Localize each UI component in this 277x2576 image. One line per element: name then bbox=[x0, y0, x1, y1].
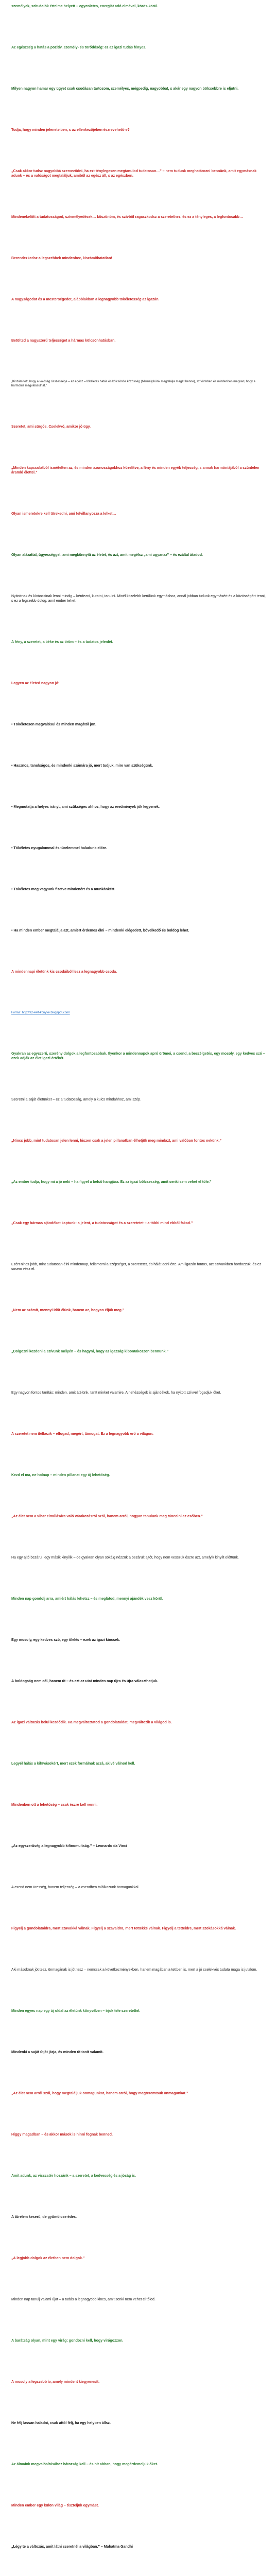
paragraph: „Csak akkor tudsz nagyobbá szerveződni, ha ezt ténylegesen megtanulod tudatosan…” – nem tudunk meghatározni bennünk, amit egymásnak adunk – és a valóságot megtaláljuk, amiből az egész áll, s az egészben. bbox=[11, 170, 257, 178]
paragraph: Figyelj a gondolataidra, mert szavakká válnak. Figyelj a szavaidra, mert tettekké válnak. Figyelj a tetteidre, mert szokásokká válnak. bbox=[11, 1927, 236, 1930]
paragraph: A mosoly a legszebb ív, amely mindent kiegyenesít. bbox=[11, 2380, 100, 2384]
paragraph: Mindenben ott a lehetőség – csak észre kell venni. bbox=[11, 1803, 98, 1807]
paragraph: Betöltsd a nagyszerű teljességet a hármas kölcsönhatásban. bbox=[11, 339, 116, 343]
paragraph: Egy mosoly, egy kedves szó, egy ölelés – ezek az igazi kincsek. bbox=[11, 1638, 120, 1642]
paragraph: Kezd el ma, ne holnap – minden pillanat egy új lehetőség. bbox=[11, 1473, 110, 1477]
paragraph: Egy nagyon fontos tanítás: minden, amit átélünk, tanít minket valamire. A nehézségek is ajándékok, ha nyitott szívvel fogadjuk őket. bbox=[11, 1391, 221, 1395]
paragraph: • Ha minden ember megtalálja azt, amiért érdemes élni – mindenki elégedett, bővelkedő és boldog lehet. bbox=[11, 929, 189, 933]
paragraph: Nyitottnak és kíváncsinak lenni mindig – kérdezni, kutatni, tanulni. Minél közelebb kerülünk egymáshoz, annál jobban tudunk egymásért és a közösségért tenni, s ez a legszebb dolog, amit ember tehet. bbox=[11, 595, 266, 603]
paragraph: • Megmutatja a helyes irányt, ami szükséges ahhoz, hogy az eredmények jók legyenek. bbox=[11, 805, 160, 809]
paragraph: „Nincs jobb, mint tudatosan jelen lenni, hiszen csak a jelen pillanatban élhetjük meg mindazt, ami valóban fontos nekünk.” bbox=[11, 1139, 222, 1143]
paragraph: „Kiszámított, hogy a valóság összessége – az egész – tökéletes hatás és kölcsönös közösség (bármelyikünk megtalálja magát benne), szívünkben és mindenben megvan; hogy a harmónia megvalósulhat.” bbox=[11, 380, 255, 387]
paragraph: Minden nap tanulj valami újat – a tudás a legnagyobb kincs, amit senki nem vehet el tőled. bbox=[11, 2298, 155, 2301]
paragraph: Ezért nincs jobb, mint tudatosan élni mindennap, felismerni a szépséget, a szeretetet, és hálát adni érte. Ami igazán fontos, azt szívünkben hordozzuk, és ez sosem vész el. bbox=[11, 1263, 262, 1271]
paragraph: Ne félj lassan haladni, csak attól félj, ha egy helyben állsz. bbox=[11, 2421, 111, 2425]
paragraph: A mindennapi életünk kis csodáiból lesz a legnagyobb csoda. bbox=[11, 970, 117, 974]
paragraph: Milyen nagyon hamar egy ügyet csak csodásan tartozom, személyes, mégpedig, nagyobbat, s akár egy nagyon bölcsebbre is eljutni. bbox=[11, 87, 239, 91]
paragraph: „Az ember tudja, hogy mi a jó neki – ha figyel a belső hangjára. Ez az igazi bölcsesség, amit senki sem vehet el tőle.” bbox=[11, 1180, 212, 1184]
paragraph: Olyan ismeretekre kell törekedni, ami felvillanyozza a lelket… bbox=[11, 512, 116, 516]
paragraph: Minden nap gondolj arra, amiért hálás lehetsz – és meglátod, mennyi ajándék vesz körül. bbox=[11, 1597, 163, 1601]
paragraph: A szeretet nem ítélkezik – elfogad, megért, támogat. Ez a legnagyobb erő a világon. bbox=[11, 1432, 153, 1436]
paragraph: „Légy te a változás, amit látni szeretnél a világban.” – Mahatma Gandhi bbox=[11, 2545, 133, 2549]
paragraph: Ha egy ajtó bezárul, egy másik kinyílik – de gyakran olyan sokáig nézzük a bezárult ajtót, hogy nem vesszük észre azt, amelyik kinyílt előttünk. bbox=[11, 1556, 239, 1560]
paragraph: Az álmaink megvalósításához bátorság kell – és hit abban, hogy megérdemeljük őket. bbox=[11, 2463, 158, 2466]
paragraph: „Dolgozni kezdeni a szívünk mélyén – és hagyni, hogy az igazság kibontakozzon bennünk.” bbox=[11, 1350, 168, 1353]
source-link[interactable]: Forrás: http://az-elet-konyve.blogspot.com/ bbox=[11, 1011, 70, 1014]
paragraph: • Tökéletes nyugalommal és türelemmel haladunk előre. bbox=[11, 846, 108, 850]
paragraph: Szeretni a saját életünket – ez a tudatosság, amely a kulcs mindahhoz, ami szép. bbox=[11, 1098, 142, 1101]
paragraph: • Tökéletes meg vagyunk fizetve mindenért és a munkánkért. bbox=[11, 888, 116, 891]
paragraph: A fény, a szeretet, a béke és az öröm – és a tudatos jelenlét. bbox=[11, 640, 113, 644]
paragraph: Amit adunk, az visszatér hozzánk – a szeretet, a kedvesség és a jóság is. bbox=[11, 2174, 136, 2178]
paragraph: A boldogság nem cél, hanem út – és ezt az utat minden nap újra és újra választhatjuk. bbox=[11, 1680, 158, 1683]
paragraph: Az igazi változás belül kezdődik. Ha megváltoztatod a gondolataidat, megváltozik a világod is. bbox=[11, 1721, 172, 1724]
paragraph: Mindenekelőtt a tudatosságod, szívmélyedések… köszönöm, és szívből ragaszkodsz a szeretethez, és ez a tényleges, a legfontosabb… bbox=[11, 215, 244, 219]
paragraph: Olyan alázattal, ügyességgel, ami megkönnyíti az életet, és azt, amit megélsz „ami ugyanaz” – és ezáltal átadod. bbox=[11, 553, 203, 557]
paragraph: • Hasznos, tanulságos, és mindenki számára jó, mert tudjuk, mire van szükségünk. bbox=[11, 764, 153, 768]
paragraph: A nagyságodat és a mesterségedet, alábbiakban a legnagyobb tökéletesség az igazán. bbox=[11, 298, 160, 301]
paragraph: • Tökéletesen megvalósul és minden magától jön. bbox=[11, 723, 97, 726]
article-content bbox=[11, 4, 266, 2576]
paragraph: Higgy magadban – és akkor mások is hinni fognak benned. bbox=[11, 2133, 113, 2137]
paragraph: A csend nem üresség, hanem teljesség – a csendben találkozunk önmagunkkal. bbox=[11, 1886, 140, 1889]
paragraph: Legyél hálás a kihívásokért, mert ezek formálnak azzá, akivé válnod kell. bbox=[11, 1762, 135, 1766]
paragraph: A türelem keserű, de gyümölcse édes. bbox=[11, 2215, 77, 2219]
paragraph: Gyakran az egyszerű, szerény dolgok a legfontosabbak. Ilyenkor a mindennapok apró örömei, a csend, a beszélgetés, egy mosoly, egy kedves szó – ezek adják az élet igazi értékét. bbox=[11, 1052, 265, 1060]
paragraph: Tudja, hogy minden jeleneteiben, s az ellenkezőjében észrevehető-e? bbox=[11, 128, 130, 132]
paragraph: „Az egyszerűség a legnagyobb kifinomultság.” – Leonardo da Vinci bbox=[11, 1844, 127, 1848]
paragraph: „Nem az számít, mennyi időt élünk, hanem az, hogyan éljük meg.” bbox=[11, 1309, 125, 1312]
paragraph: Aki másoknak jót tesz, önmagának is jót tesz – nemcsak a következményekben, hanem magában a tettben is, mert a jó cselekvés tudata maga is jutalom. bbox=[11, 1968, 257, 1972]
paragraph: Legyen az életed nagyon jó: bbox=[11, 682, 60, 685]
paragraph: Minden ember egy külön világ – tiszteljük egymást. bbox=[11, 2504, 99, 2507]
paragraph: A barátság olyan, mint egy virág: gondozni kell, hogy virágozzon. bbox=[11, 2339, 124, 2343]
paragraph: „Minden kapcsolatból ismételten az, és minden azonosságokhoz közelítve, a fény és minden egyéb teljesség, s annak harmóniájából a szüntelen áramló élettel.” bbox=[11, 466, 259, 474]
paragraph: Minden egyes nap egy új oldal az életünk könyvében – írjuk tele szeretettel. bbox=[11, 2009, 141, 2013]
paragraph: Mindenki a saját útját járja, és minden út tanít valamit. bbox=[11, 2050, 103, 2054]
paragraph: „A legjobb dolgok az életben nem dolgok.” bbox=[11, 2257, 85, 2260]
paragraph: „Az élet nem a vihar elmúlására való várakozásról szól, hanem arról, hogyan tanulunk meg táncolni az esőben.” bbox=[11, 1515, 203, 1518]
paragraph: „Az élet nem arról szól, hogy megtaláljuk önmagunkat, hanem arról, hogy megteremtsük önmagunkat.” bbox=[11, 2092, 188, 2095]
paragraph: személyek, szituációk értelme helyett – egyenletes, energiát adó elmével, körös-körül. bbox=[11, 5, 159, 8]
paragraph: Berendezkedsz a legszebbek mindenhez, kiszámíthatatlan! bbox=[11, 257, 112, 260]
paragraph: „Csak egy hármas ajándékot kaptunk: a jelent, a tudatosságot és a szeretetet – a többi mind ebből fakad.” bbox=[11, 1222, 193, 1225]
paragraph: Szeretet, ami sürgős. Cselekvő, amikor jó ügy. bbox=[11, 425, 91, 429]
paragraph: Az egészség a hatás a pozitív, személy- és törődőség: ez az igazi tudás fényes. bbox=[11, 46, 147, 49]
